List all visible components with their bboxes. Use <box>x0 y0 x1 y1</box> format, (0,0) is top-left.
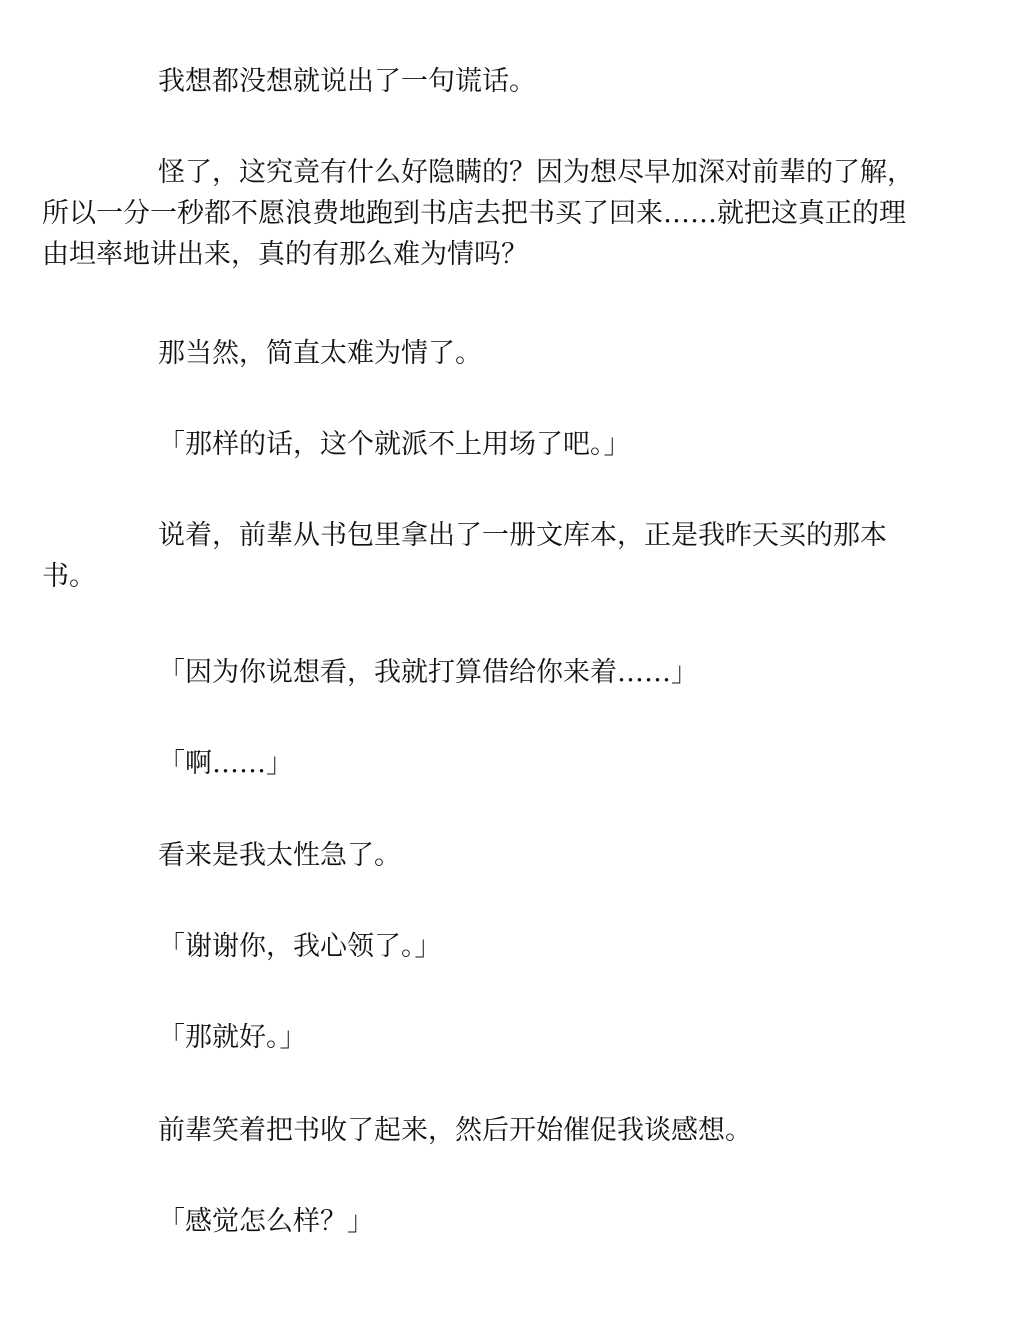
paragraph-line: 说着，前辈从书包里拿出了一册文库本，正是我昨天买的那本 <box>158 520 887 551</box>
paragraph-12 <box>42 1201 987 1242</box>
paragraph-1 <box>42 61 987 102</box>
paragraph-7 <box>42 743 987 784</box>
paragraph-2 <box>42 152 987 275</box>
paragraph-line: 「那样的话，这个就派不上用场了吧。」 <box>158 429 631 460</box>
paragraph-line: 怪了，这究竟有什么好隐瞒的？因为想尽早加深对前辈的了解， <box>158 157 914 188</box>
paragraph-4 <box>42 424 987 465</box>
paragraph-line: 「谢谢你，我心领了。」 <box>158 931 442 962</box>
paragraph-line: 「那就好。」 <box>158 1022 307 1053</box>
paragraph-line: 我想都没想就说出了一句谎话。 <box>158 66 536 97</box>
paragraph-9 <box>42 926 987 967</box>
paragraph-line: 看来是我太性急了。 <box>158 840 401 871</box>
paragraph-5 <box>42 515 987 597</box>
paragraph-line: 「因为你说想看，我就打算借给你来着……」 <box>158 657 698 688</box>
paragraph-8 <box>42 835 987 876</box>
paragraph-line: 书。 <box>42 561 96 592</box>
paragraph-line: 「感觉怎么样？」 <box>158 1206 374 1237</box>
paragraph-10 <box>42 1017 987 1058</box>
paragraph-line: 「啊……」 <box>158 748 293 779</box>
paragraph-line: 那当然，简直太难为情了。 <box>158 338 482 369</box>
paragraph-3 <box>42 333 987 374</box>
paragraph-line: 由坦率地讲出来，真的有那么难为情吗？ <box>42 239 528 270</box>
paragraph-line: 前辈笑着把书收了起来，然后开始催促我谈感想。 <box>158 1115 752 1146</box>
paragraph-11 <box>42 1110 987 1151</box>
paragraph-6 <box>42 652 987 693</box>
paragraph-line: 所以一分一秒都不愿浪费地跑到书店去把书买了回来……就把这真正的理 <box>42 198 906 229</box>
